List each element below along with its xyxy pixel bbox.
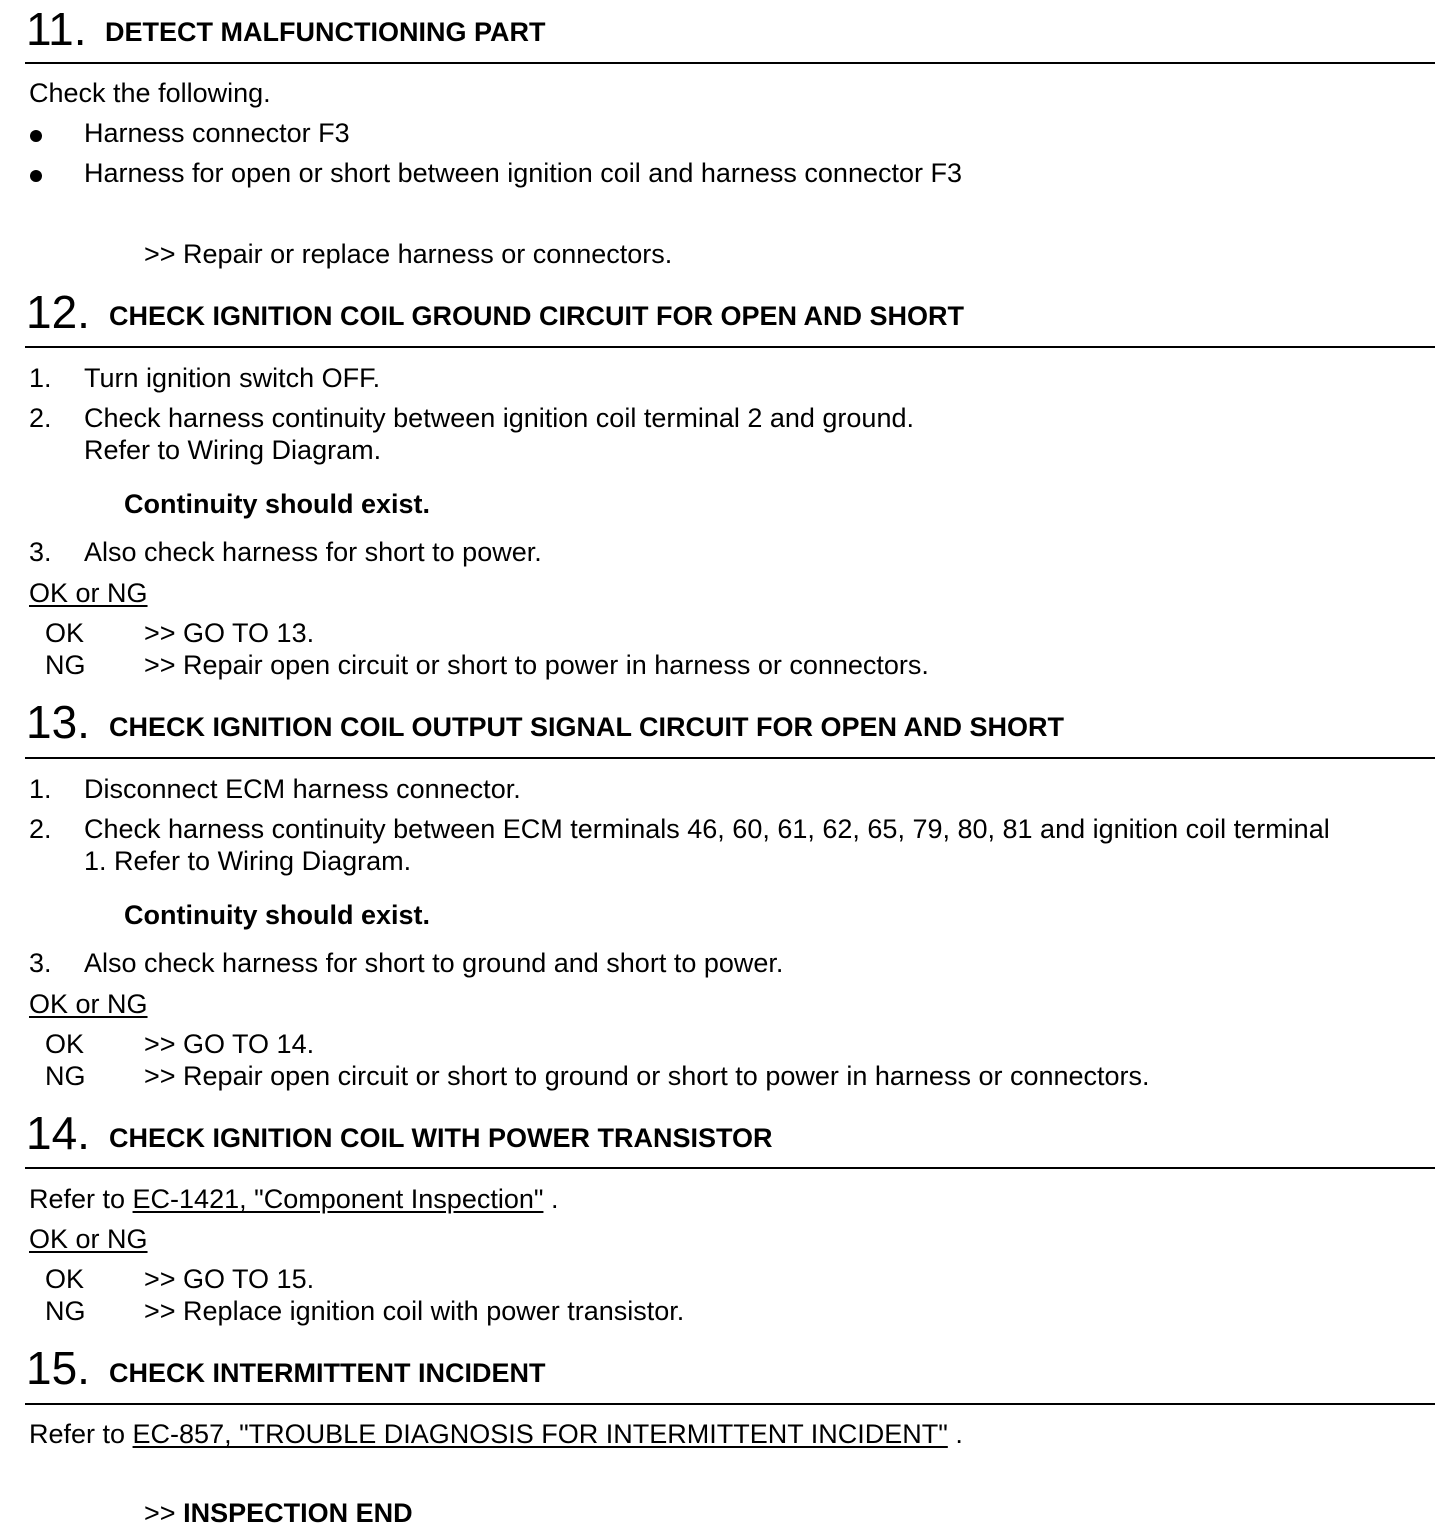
ok-label: OK bbox=[45, 1029, 85, 1059]
divider bbox=[25, 1403, 1435, 1405]
ng-label: NG bbox=[45, 1061, 86, 1091]
step-number: 1. bbox=[29, 774, 52, 804]
spec-text: Continuity should exist. bbox=[124, 900, 431, 930]
step-text: Check harness continuity between ECM terminals 46, 60, 61, 62, 65, 79, 80, 81 and ignition coil terminal bbox=[84, 814, 1330, 844]
ng-action: >> Repair open circuit or short to ground or short to power in harness or connectors. bbox=[144, 1061, 1150, 1091]
divider bbox=[25, 1167, 1435, 1169]
ok-or-ng-label: OK or NG bbox=[29, 989, 148, 1019]
reference-suffix: . bbox=[947, 1419, 963, 1449]
step-15-title: CHECK INTERMITTENT INCIDENT bbox=[109, 1358, 546, 1388]
ng-label: NG bbox=[45, 650, 86, 680]
step-12-number: 12. bbox=[26, 286, 90, 338]
ok-action: >> GO TO 14. bbox=[144, 1029, 315, 1059]
step-number: 1. bbox=[29, 363, 52, 393]
divider bbox=[25, 62, 1435, 64]
end-arrow: >> bbox=[144, 1498, 176, 1528]
ok-or-ng-label: OK or NG bbox=[29, 578, 148, 608]
step-12-title: CHECK IGNITION COIL GROUND CIRCUIT FOR OPEN AND SHORT bbox=[109, 301, 965, 331]
ok-label: OK bbox=[45, 1264, 85, 1294]
step-text-continued: 1. Refer to Wiring Diagram. bbox=[84, 846, 412, 876]
ok-or-ng-label: OK or NG bbox=[29, 1224, 148, 1254]
ng-action: >> Repair open circuit or short to power in harness or connectors. bbox=[144, 650, 929, 680]
ok-action: >> GO TO 15. bbox=[144, 1264, 315, 1294]
ng-action: >> Replace ignition coil with power transistor. bbox=[144, 1296, 685, 1326]
step-13-title: CHECK IGNITION COIL OUTPUT SIGNAL CIRCUIT FOR OPEN AND SHORT bbox=[109, 712, 1065, 742]
divider bbox=[25, 757, 1435, 759]
step-14-title: CHECK IGNITION COIL WITH POWER TRANSISTOR bbox=[109, 1123, 773, 1153]
bullet-icon bbox=[30, 130, 42, 142]
step-number: 3. bbox=[29, 948, 52, 978]
step-13-number: 13. bbox=[26, 696, 90, 748]
step-text: Also check harness for short to ground and short to power. bbox=[84, 948, 784, 978]
step-text: Turn ignition switch OFF. bbox=[84, 363, 381, 393]
step-number: 2. bbox=[29, 403, 52, 433]
step-11-number: 11. bbox=[26, 3, 87, 55]
check-item: Harness connector F3 bbox=[84, 118, 350, 148]
reference-suffix: . bbox=[543, 1184, 559, 1214]
ng-label: NG bbox=[45, 1296, 86, 1326]
end-text: INSPECTION END bbox=[183, 1498, 413, 1528]
step-number: 2. bbox=[29, 814, 52, 844]
component-inspection-link[interactable]: EC-1421, "Component Inspection" bbox=[132, 1184, 544, 1214]
divider bbox=[25, 346, 1435, 348]
reference-prefix: Refer to bbox=[29, 1419, 133, 1449]
step-text: Also check harness for short to power. bbox=[84, 537, 542, 567]
spec-text: Continuity should exist. bbox=[124, 489, 431, 519]
reference-line bbox=[29, 1419, 963, 1450]
ok-action: >> GO TO 13. bbox=[144, 618, 315, 648]
ok-label: OK bbox=[45, 618, 85, 648]
check-item: Harness for open or short between ignition coil and harness connector F3 bbox=[84, 158, 963, 188]
step-15-number: 15. bbox=[26, 1342, 90, 1394]
inspection-end bbox=[144, 1498, 413, 1529]
bullet-icon bbox=[30, 170, 42, 182]
step-11-intro: Check the following. bbox=[29, 78, 271, 108]
reference-line bbox=[29, 1184, 558, 1215]
step-11-title: DETECT MALFUNCTIONING PART bbox=[105, 17, 546, 47]
step-14-number: 14. bbox=[26, 1107, 90, 1159]
step-number: 3. bbox=[29, 537, 52, 567]
step-11-action: >> Repair or replace harness or connectors. bbox=[144, 239, 673, 269]
step-text: Check harness continuity between ignition coil terminal 2 and ground. bbox=[84, 403, 914, 433]
step-text: Disconnect ECM harness connector. bbox=[84, 774, 521, 804]
reference-prefix: Refer to bbox=[29, 1184, 133, 1214]
intermittent-incident-link[interactable]: EC-857, "TROUBLE DIAGNOSIS FOR INTERMITTENT INCIDENT" bbox=[132, 1419, 948, 1449]
step-text-continued: Refer to Wiring Diagram. bbox=[84, 435, 382, 465]
